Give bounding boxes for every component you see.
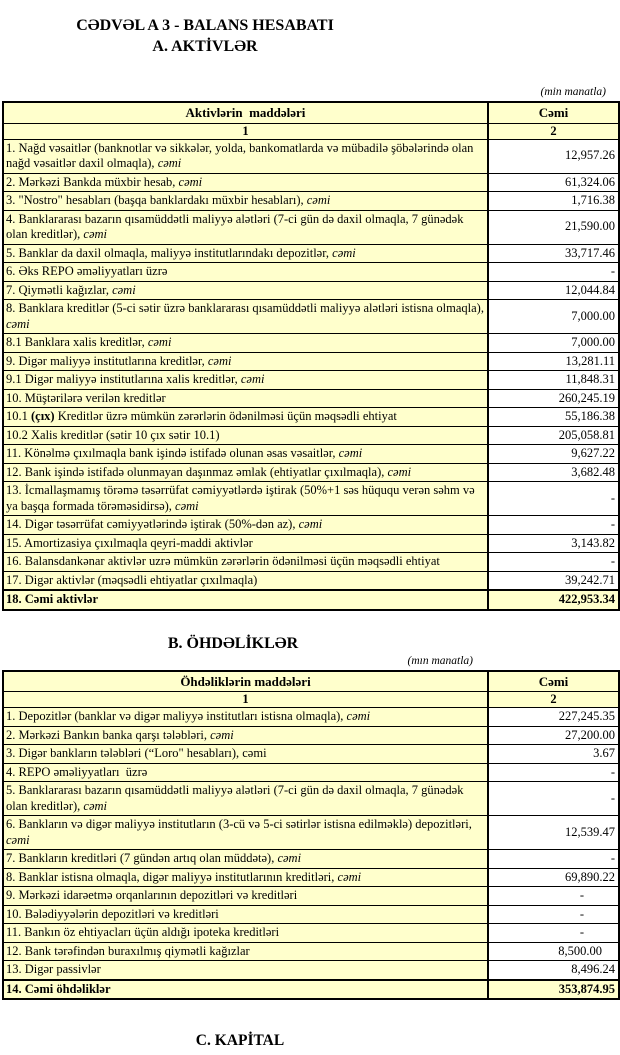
row-value: -: [488, 263, 619, 282]
table-row: [3, 942, 619, 961]
row-label: 5. Banklar da daxil olmaqla, maliyyə institutlarındakı depozitlər, cəmi: [3, 244, 488, 263]
row-label: 14. Cəmi öhdəliklər: [3, 980, 488, 1000]
row-value: 21,590.00: [488, 210, 619, 244]
table-row: [3, 590, 619, 610]
row-label: 7. Bankların kreditləri (7 gündən artıq olan müddətə), cəmi: [3, 850, 488, 869]
table-row: [3, 463, 619, 482]
row-label: 4. Banklararası bazarın qısamüddətli maliyyə alətləri (7-ci gün də daxil olmaqla, 7 günədək olan kreditlər), cəmi: [3, 210, 488, 244]
row-label: 10.2 Xalis kreditlər (sətir 10 çıx sətir 10.1): [3, 426, 488, 445]
row-value: 260,245.19: [488, 389, 619, 408]
liabilities-header-row: [3, 671, 619, 692]
table-row: [3, 763, 619, 782]
row-value: 61,324.06: [488, 173, 619, 192]
table-row: [3, 173, 619, 192]
row-label: 10. Bələdiyyələrin depozitləri və kreditləri: [3, 905, 488, 924]
row-value: 55,186.38: [488, 408, 619, 427]
liabilities-colnum-value: 2: [488, 692, 619, 708]
row-label: 12. Bank tərəfindən buraxılmış qiymətli kağızlar: [3, 942, 488, 961]
row-value: 227,245.35: [488, 708, 619, 727]
row-label: 5. Banklararası bazarın qısamüddətli maliyyə alətləri (7-ci gün də daxil olmaqla, 7 günədək olan kreditlər), cəmi: [3, 782, 488, 816]
row-label: 1. Depozitlər (banklar və digər maliyyə institutları istisna olmaqla), cəmi: [3, 708, 488, 727]
table-row: [3, 782, 619, 816]
row-value: -: [488, 905, 619, 924]
row-label: 11. Könəlmə çıxılmaqla bank işində istifadə olunan əsas vəsaitlər, cəmi: [3, 445, 488, 464]
row-value: 12,957.26: [488, 139, 619, 173]
assets-colnum-row: [3, 123, 619, 139]
table-row: [3, 816, 619, 850]
row-value: 7,000.00: [488, 334, 619, 353]
row-value: -: [488, 553, 619, 572]
table-row: [3, 516, 619, 535]
row-label: 9.1 Digər maliyyə institutlarına xalis kreditlər, cəmi: [3, 371, 488, 390]
assets-header-value: Cəmi: [488, 102, 619, 123]
section-b-title: B. ÖHDƏLİKLƏR: [167, 634, 299, 652]
row-label: 11. Bankın öz ehtiyacları üçün aldığı ipoteka kreditləri: [3, 924, 488, 943]
row-value: 205,058.81: [488, 426, 619, 445]
table-row: [3, 961, 619, 980]
row-label: 14. Digər təsərrüfat cəmiyyətlərində iştirak (50%-dən az), cəmi: [3, 516, 488, 535]
liabilities-header-value: Cəmi: [488, 671, 619, 692]
row-value: 8,500.00: [488, 942, 619, 961]
row-label: 8. Banklara kreditlər (5-ci sətir üzrə banklararası qısamüddətli maliyyə alətləri istisna olmaqla), cəmi: [3, 300, 488, 334]
row-label: 17. Digər aktivlər (məqsədli ehtiyatlar çıxılmaqla): [3, 571, 488, 590]
table-row: [3, 726, 619, 745]
row-value: 1,716.38: [488, 192, 619, 211]
row-value: 69,890.22: [488, 868, 619, 887]
row-label: 8. Banklar istisna olmaqla, digər maliyyə institutlarının kreditləri, cəmi: [3, 868, 488, 887]
row-value: 39,242.71: [488, 571, 619, 590]
row-label: 10. Müştərilərə verilən kreditlər: [3, 389, 488, 408]
table-row: [3, 887, 619, 906]
row-value: -: [488, 887, 619, 906]
table-row: [3, 745, 619, 764]
row-value: -: [488, 516, 619, 535]
row-label: 15. Amortizasiya çıxılmaqla qeyri-maddi aktivlər: [3, 534, 488, 553]
row-value: 8,496.24: [488, 961, 619, 980]
table-row: [3, 482, 619, 516]
table-row: [3, 553, 619, 572]
row-label: 3. "Nostro" hesabları (başqa banklardakı müxbir hesabları), cəmi: [3, 192, 488, 211]
table-row: [3, 426, 619, 445]
liabilities-colnum-row: [3, 692, 619, 708]
table-row: [3, 192, 619, 211]
row-value: -: [488, 850, 619, 869]
assets-colnum-value: 2: [488, 123, 619, 139]
table-row: [3, 389, 619, 408]
row-value: -: [488, 782, 619, 816]
row-label: 4. REPO əməliyyatları üzrə: [3, 763, 488, 782]
table-row: [3, 371, 619, 390]
row-label: 10.1 (çıx) Kreditlər üzrə mümkün zərərlərin ödənilməsi üçün məqsədli ehtiyat: [3, 408, 488, 427]
table-row: [3, 571, 619, 590]
table-row: [3, 980, 619, 1000]
liabilities-table: [2, 670, 620, 1001]
row-label: 8.1 Banklara xalis kreditlər, cəmi: [3, 334, 488, 353]
table-row: [3, 534, 619, 553]
row-label: 6. Əks REPO əməliyyatları üzrə: [3, 263, 488, 282]
document-title: [0, 15, 410, 57]
table-row: [3, 244, 619, 263]
liabilities-colnum-label: 1: [3, 692, 488, 708]
unit-note-a: (min manatla): [540, 86, 606, 98]
row-value: 12,539.47: [488, 816, 619, 850]
table-row: [3, 300, 619, 334]
table-row: [3, 850, 619, 869]
row-label: 2. Mərkəzi Bankın banka qarşı tələbləri, cəmi: [3, 726, 488, 745]
table-row: [3, 408, 619, 427]
table-row: [3, 445, 619, 464]
assets-header-label: Aktivlərin maddələri: [3, 102, 488, 123]
row-label: 6. Bankların və digər maliyyə institutların (3-cü və 5-ci sətirlər istisna edilməklə) depozitləri, cəmi: [3, 816, 488, 850]
row-value: -: [488, 763, 619, 782]
table-row: [3, 263, 619, 282]
section-c-title: C. KAPİTAL: [195, 1032, 285, 1049]
assets-table: [2, 101, 620, 611]
table-row: [3, 868, 619, 887]
row-label: 7. Qiymətli kağızlar, cəmi: [3, 281, 488, 300]
row-value: 33,717.46: [488, 244, 619, 263]
row-value: -: [488, 482, 619, 516]
balance-sheet-document: [0, 15, 620, 1055]
row-value: 7,000.00: [488, 300, 619, 334]
row-value: 3.67: [488, 745, 619, 764]
row-value: 27,200.00: [488, 726, 619, 745]
table-row: [3, 334, 619, 353]
unit-note-b: (mın manatla): [407, 654, 473, 667]
row-value: 353,874.95: [488, 980, 619, 1000]
table-row: [3, 708, 619, 727]
row-value: 9,627.22: [488, 445, 619, 464]
table-row: [3, 281, 619, 300]
row-value: 422,953.34: [488, 590, 619, 610]
row-label: 9. Digər maliyyə institutlarına kreditlər, cəmi: [3, 352, 488, 371]
row-label: 12. Bank işində istifadə olunmayan daşınmaz əmlak (ehtiyatlar çıxılmaqla), cəmi: [3, 463, 488, 482]
assets-colnum-label: 1: [3, 123, 488, 139]
liabilities-header-label: Öhdəliklərin maddələri: [3, 671, 488, 692]
row-label: 3. Digər bankların tələbləri (“Loro" hesabları), cəmi: [3, 745, 488, 764]
assets-header-row: [3, 102, 619, 123]
row-label: 2. Mərkəzi Bankda müxbir hesab, cəmi: [3, 173, 488, 192]
table-row: [3, 210, 619, 244]
row-value: -: [488, 924, 619, 943]
row-label: 9. Mərkəzi idarəetmə orqanlarının depozitləri və kreditləri: [3, 887, 488, 906]
row-value: 3,143.82: [488, 534, 619, 553]
table-row: [3, 139, 619, 173]
table-row: [3, 924, 619, 943]
row-label: 16. Balansdankənar aktivlər uzrə mümkün zərərlərin ödənilməsi üçün məqsədli ehtiyat: [3, 553, 488, 572]
row-label: 13. Digər passivlər: [3, 961, 488, 980]
row-label: 13. İcmallaşmamış törəmə təsərrüfat cəmiyyətlərdə iştirak (50%+1 səs hüququ verən səhm və ya başqa formada törəməsidirsə), cəmi: [3, 482, 488, 516]
row-value: 3,682.48: [488, 463, 619, 482]
table-row: [3, 352, 619, 371]
table-row: [3, 905, 619, 924]
row-value: 13,281.11: [488, 352, 619, 371]
row-value: 12,044.84: [488, 281, 619, 300]
document-title-line1: CƏDVƏL A 3 - BALANS HESABATI: [76, 17, 334, 34]
row-label: 1. Nağd vəsaitlər (banknotlar və sikkələr, yolda, bankomatlarda və mübadilə şöbələrində olan nağd vəsaitlər daxil olmaqla), cəmi: [3, 139, 488, 173]
row-label: 18. Cəmi aktivlər: [3, 590, 488, 610]
section-a-title: A. AKTİVLƏR: [152, 38, 258, 55]
row-value: 11,848.31: [488, 371, 619, 390]
